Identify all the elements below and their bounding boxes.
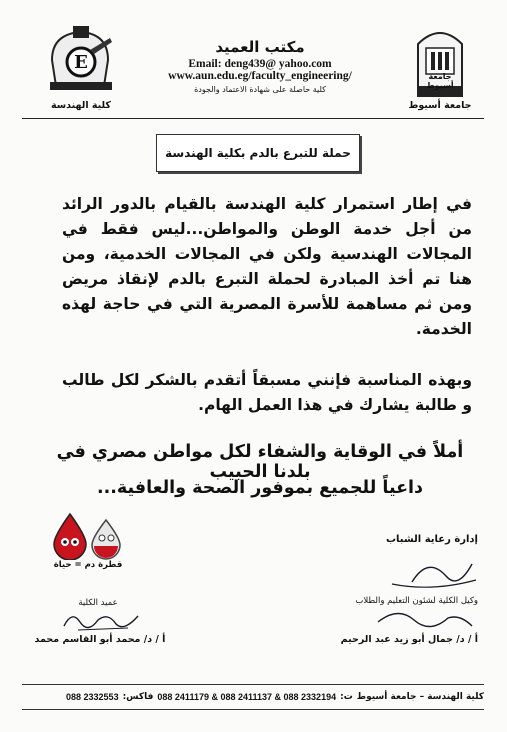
vice-dean-role: وكيل الكلية لشئون التعليم والطلاب xyxy=(355,596,478,606)
left-logo-caption: كلية الهندسة xyxy=(51,100,111,111)
body-paragraph-2: وبهذه المناسبة فإنني مسبقاً أتقدم بالشكر لكل طالب و طالبة يشارك في هذا العمل الهام. xyxy=(62,371,472,414)
footer-fax: 088 2332553 xyxy=(66,692,119,702)
header-divider xyxy=(22,118,484,119)
dean-signature-icon xyxy=(58,606,148,636)
footer-phones-label: ت: xyxy=(340,692,353,702)
email-line: Email: deng439@ yahoo.com xyxy=(188,58,332,70)
campaign-title: حملة للتبرع بالدم بكلية الهندسة xyxy=(165,146,351,160)
right-logo-caption: جامعة أسيوط xyxy=(408,100,472,111)
dean-name: أ / د/ محمد أبو القاسم محمد xyxy=(34,634,166,645)
dean-role: عميد الكلية xyxy=(78,598,118,608)
blood-logo-caption: قطرة دم = حياة xyxy=(53,560,123,570)
footer-phones: 088 2411179 & 088 2411137 & 088 2332194 xyxy=(157,692,337,702)
vice-dean-signature-icon xyxy=(368,604,478,634)
footer-institution: كلية الهندسة – جامعة أسيوط xyxy=(356,692,484,702)
wish-line-1: أملاً في الوقاية والشفاء لكل مواطن مصري في بلدنا الحبيب xyxy=(56,442,464,482)
blood-drop-logo xyxy=(40,510,136,560)
website-line: www.aun.edu.eg/faculty_engineering/ xyxy=(168,70,352,82)
university-logo xyxy=(412,26,468,98)
wish-line-2: داعياً للجميع بموفور الصحة والعافية... xyxy=(96,478,424,498)
university-logo-text: جامعة أسيوط xyxy=(426,72,454,90)
footer-content xyxy=(22,692,484,702)
footer xyxy=(22,684,484,710)
dean-office-title: مكتب العميد xyxy=(215,38,305,56)
footer-fax-label: فاكس: xyxy=(122,692,154,702)
header-center xyxy=(140,38,380,94)
vice-dean-name: أ / د/ جمال أبو زيد عبد الرحيم xyxy=(340,634,478,645)
body-paragraph-1: في إطار استمرار كلية الهندسة بالقيام بالدور الرائد من أجل خدمة الوطن والمواطن...ليس فقط في المجالات الهندسية ولكن في المجالات الخدمية، ومن هنا تم أخذ المبادرة لحملة التبرع بالدم لإنقاذ مريض ومن ثم مساهمة للأسرة المصرية التي في حاجة لهذه الخدمة. xyxy=(62,195,472,338)
accreditation-note: كلية حاصلة على شهادة الاعتماد والجودة xyxy=(194,85,326,94)
svg-text:E: E xyxy=(74,52,88,73)
department-signature-icon xyxy=(372,552,482,596)
youth-care-department: إدارة رعاية الشباب xyxy=(385,534,478,545)
faculty-logo xyxy=(42,24,120,94)
campaign-title-box xyxy=(156,134,360,172)
